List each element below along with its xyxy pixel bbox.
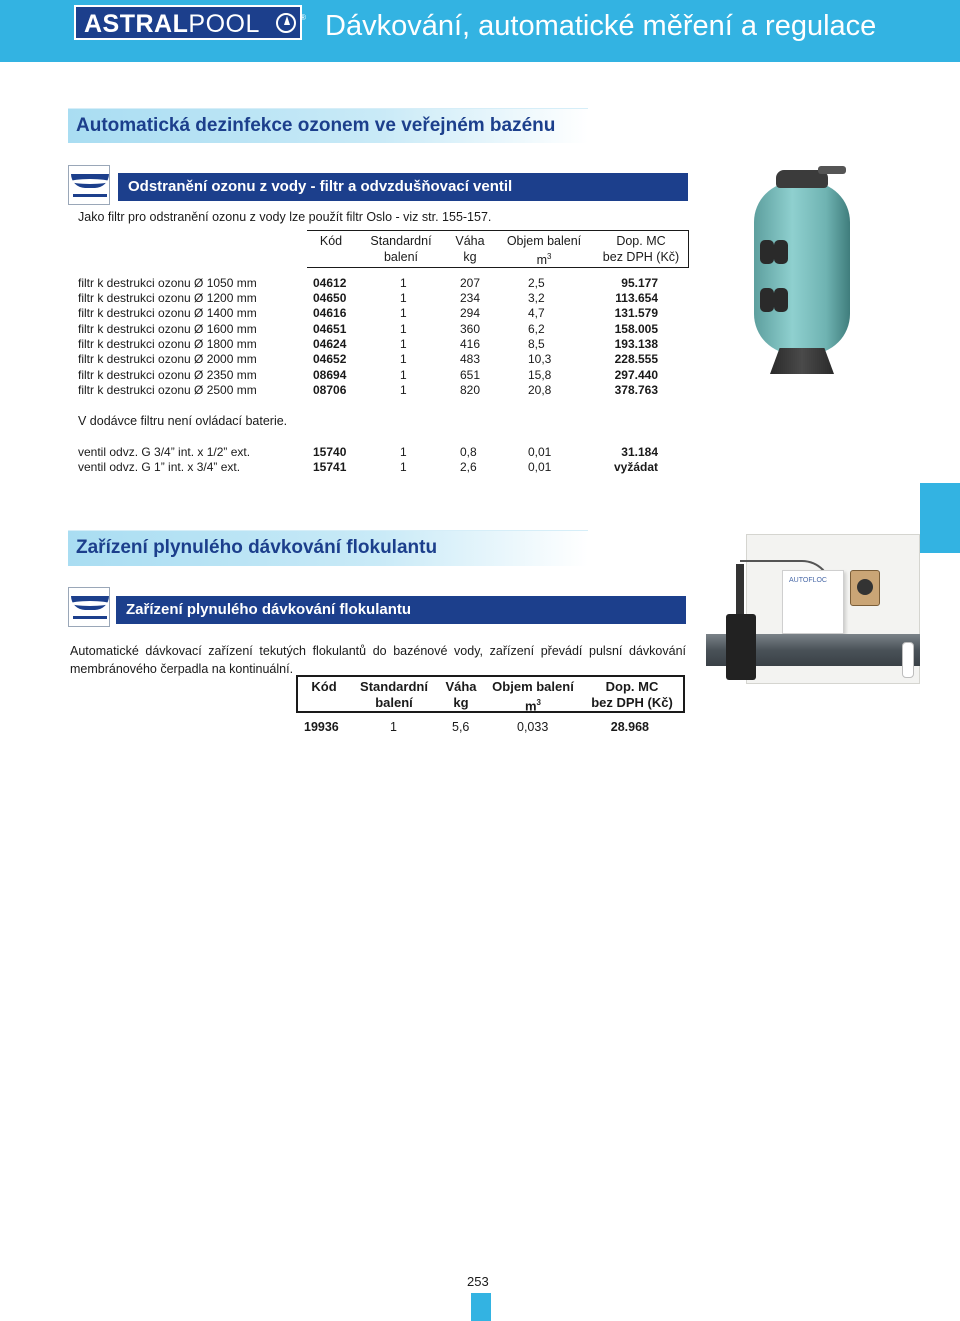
logo-text: ASTRALPOOL: [84, 10, 260, 38]
logo-mark-icon: ®: [276, 13, 296, 33]
table-row: filtr k destrukci ozonu Ø 1400 mm 04616 1 294 4,7 131.579: [78, 306, 658, 320]
col-code-header: Kód: [311, 679, 337, 694]
note-text: V dodávce filtru není ovládací baterie.: [78, 414, 288, 428]
col-volume-header: Objem balení $m^3$: [506, 234, 582, 268]
table-row: 19936 1 5,6 0,033 28.968: [304, 720, 649, 734]
table-row: ventil odvz. G 3/4” int. x 1/2” ext. 15740 1 0,8 0,01 31.184: [78, 445, 658, 459]
col-price-header: Dop. MC bez DPH (Kč): [602, 234, 680, 264]
table-row: filtr k destrukci ozonu Ø 1600 mm 04651 1 360 6,2 158.005: [78, 322, 658, 336]
page-number: 253: [467, 1274, 489, 1289]
table-row: filtr k destrukci ozonu Ø 2350 mm 08694 1 651 15,8 297.440: [78, 368, 658, 382]
section-title-ozone: Automatická dezinfekce ozonem ve veřejném bazénu: [68, 108, 588, 143]
pool-pictogram-icon: [68, 165, 110, 205]
col-price-header: Dop. MC bez DPH (Kč): [591, 679, 673, 710]
table-header-filter: [307, 230, 689, 268]
intro-text-flocculant: Automatické dávkovací zařízení tekutých flokulantů do bazénové vody, zařízení převádí pulsní dávkování membránového čerpadla na kontinuální.: [70, 644, 686, 676]
col-weight-header: Váha kg: [445, 679, 477, 710]
col-volume-header: Objem balení $m^3$: [492, 679, 574, 714]
intro-text-filter: Jako filtr pro odstranění ozonu z vody lze použít filtr Oslo - viz str. 155-157.: [78, 210, 492, 224]
product-title-filter: Odstranění ozonu z vody - filtr a odvzdušňovací ventil: [118, 173, 688, 201]
table-row: filtr k destrukci ozonu Ø 1050 mm 04612 1 207 2,5 95.177: [78, 276, 658, 290]
col-pack-header: Standardní balení: [370, 234, 432, 264]
product-title-flocculant: Zařízení plynulého dávkování flokulantu: [116, 596, 686, 624]
table-row: filtr k destrukci ozonu Ø 2500 mm 08706 1 820 20,8 378.763: [78, 383, 658, 397]
section-title-flocculant: Zařízení plynulého dávkování flokulantu: [68, 530, 588, 566]
table-row: filtr k destrukci ozonu Ø 2000 mm 04652 1 483 10,3 228.555: [78, 352, 658, 366]
page-title: Dávkování, automatické měření a regulace: [325, 10, 877, 42]
footer-tab-marker: [471, 1293, 491, 1321]
astralpool-logo: [74, 5, 306, 40]
table-row: filtr k destrukci ozonu Ø 1800 mm 04624 1 416 8,5 193.138: [78, 337, 658, 351]
col-weight-header: Váha kg: [455, 234, 485, 264]
table-row: ventil odvz. G 1” int. x 3/4” ext. 15741 1 2,6 0,01 vyžádat: [78, 460, 658, 474]
ozone-filter-image: [746, 168, 906, 392]
side-tab-marker: [920, 483, 960, 553]
col-pack-header: Standardní balení: [360, 679, 428, 710]
table-row: filtr k destrukci ozonu Ø 1200 mm 04650 1 234 3,2 113.654: [78, 291, 658, 305]
table-header-flocculant: [296, 675, 685, 713]
col-code-header: Kód: [319, 234, 343, 248]
header-band: [0, 0, 960, 62]
flocculant-dosing-image: AUTOFLOC: [706, 534, 920, 686]
pool-pictogram-icon: [68, 587, 110, 627]
